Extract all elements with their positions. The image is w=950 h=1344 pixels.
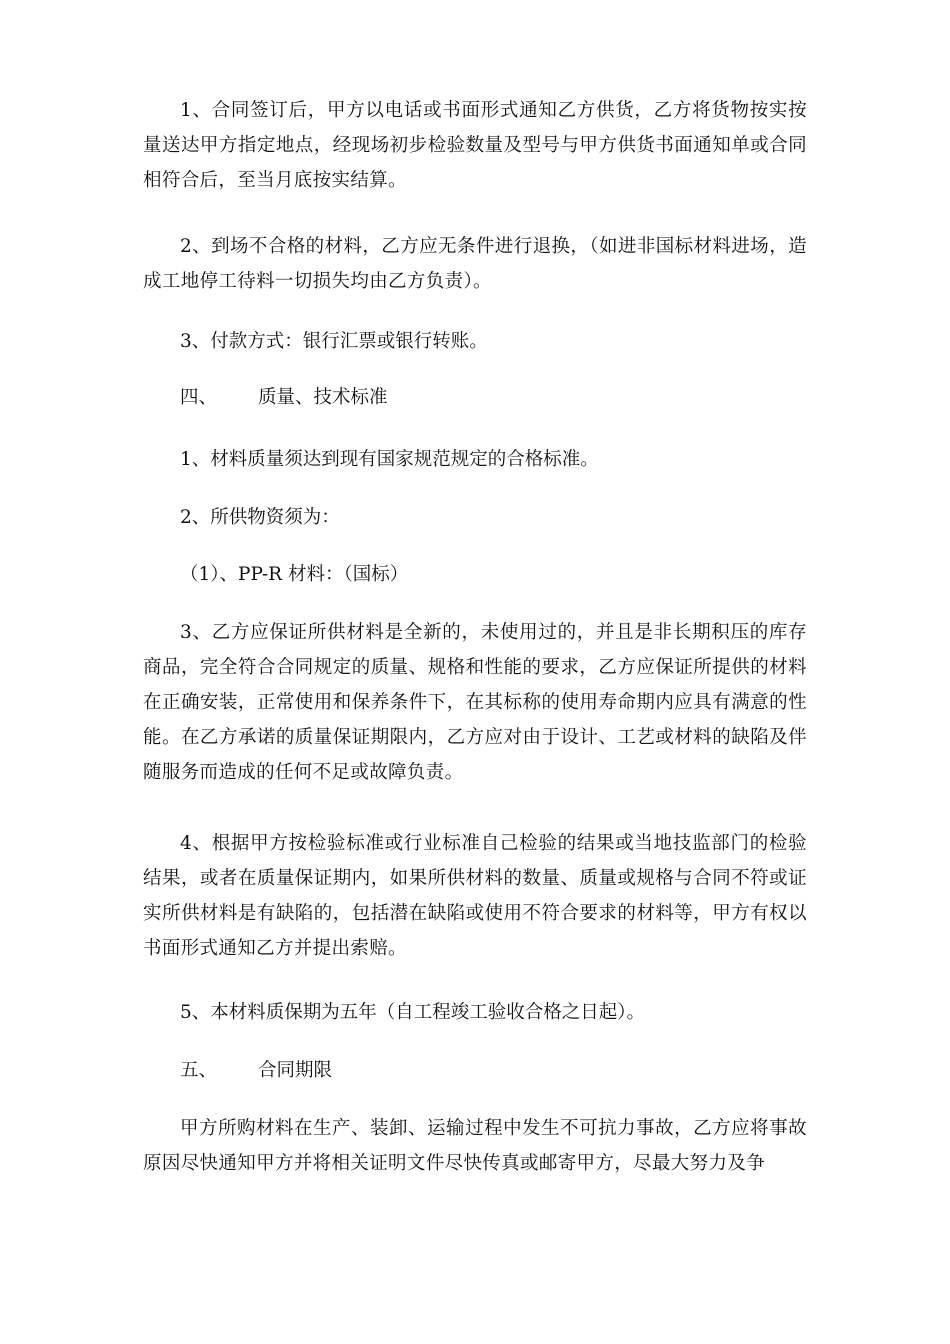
section-title: 质量、技术标准 xyxy=(258,387,388,408)
paragraph-inspection-claim: 4、根据甲方按检验标准或行业标准自己检验的结果或当地技监部门的检验结果，或者在质量保证期内，如果所供材料的数量、质量或规格与合同不符或证实所供材料是有缺陷的，包括潜在缺陷或使用不符合要求的材料等，甲方有权以书面形式通知乙方并提出索赔。 xyxy=(143,833,807,959)
section-number: 四、 xyxy=(180,387,218,408)
paragraph-new-material-guarantee: 3、乙方应保证所供材料是全新的，未使用过的，并且是非长期积压的库存商品，完全符合合同规定的质量、规格和性能的要求，乙方应保证所提供的材料在正确安装，正常使用和保养条件下，在其标称的使用寿命期内应具有满意的性能。在乙方承诺的质量保证期限内，乙方应对由于设计、工艺或材料的缺陷及伴随服务而造成的任何不足或故障负责。 xyxy=(143,622,807,783)
paragraph-warranty-period: 5、本材料质保期为五年（自工程竣工验收合格之日起）。 xyxy=(180,1002,646,1023)
section-heading-term xyxy=(180,1053,332,1088)
paragraph-delivery-settlement: 1、合同签订后，甲方以电话或书面形式通知乙方供货，乙方将货物按实按量送达甲方指定地点，经现场初步检验数量及型号与甲方供货书面通知单或合同相符合后，至当月底按实结算。 xyxy=(143,100,807,191)
paragraph-ppr-material: （1）、PP-R 材料：（国标） xyxy=(180,564,409,585)
paragraph-nonconforming-return: 2、到场不合格的材料，乙方应无条件进行退换，（如进非国标材料进场，造成工地停工待料一切损失均由乙方负责）。 xyxy=(143,236,807,292)
section-title: 合同期限 xyxy=(258,1060,333,1081)
paragraph-quality-standard: 1、材料质量须达到现有国家规范规定的合格标准。 xyxy=(180,449,599,470)
section-number: 五、 xyxy=(180,1060,218,1081)
section-heading-quality xyxy=(180,380,388,415)
paragraph-supply-requirement: 2、所供物资须为： xyxy=(180,507,340,528)
paragraph-force-majeure: 甲方所购材料在生产、装卸、运输过程中发生不可抗力事故，乙方应将事故原因尽快通知甲方并将相关证明文件尽快传真或邮寄甲方，尽最大努力及争 xyxy=(143,1118,807,1174)
paragraph-payment-method: 3、付款方式：银行汇票或银行转账。 xyxy=(180,331,488,352)
